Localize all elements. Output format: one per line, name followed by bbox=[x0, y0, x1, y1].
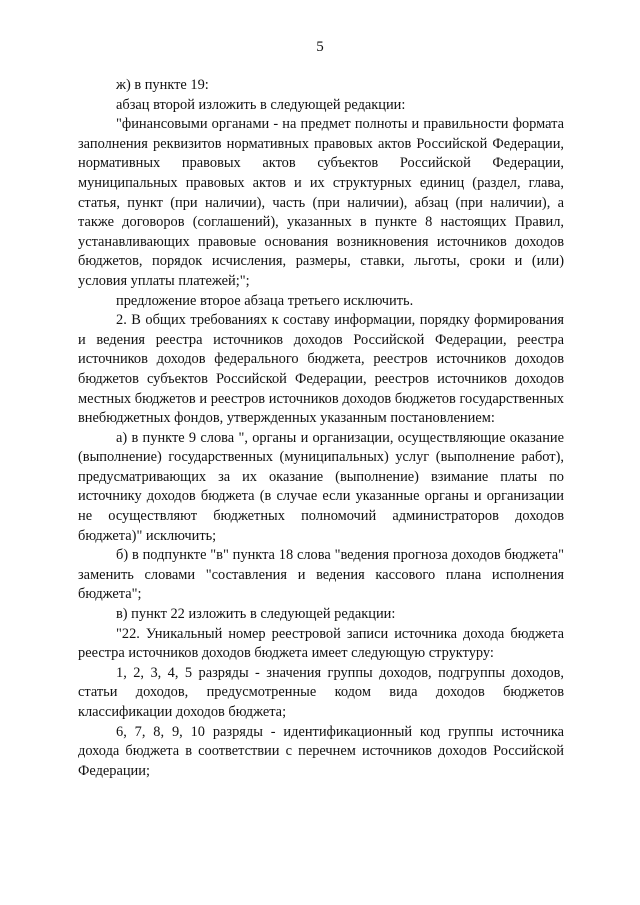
paragraph-item-a: а) в пункте 9 слова ", органы и организации, осуществляющие оказание (выполнение) государственных (муниципальных) услуг (выполнение работ), предусматривающих за их оказание (выполнение) взимание платы по источнику доходов бюджета (в случае если указанные органы и организации не осуществляют бюджетных полномочий администраторов доходов бюджета)" исключить; bbox=[78, 429, 564, 544]
paragraph-digits-6-10: 6, 7, 8, 9, 10 разряды - идентификационный код группы источника дохода бюджета в соответствии с перечнем источников доходов Российской Федерации; bbox=[78, 723, 564, 779]
paragraph-point-22: "22. Уникальный номер реестровой записи источника дохода бюджета реестра источников доходов бюджета имеет следующую структуру: bbox=[78, 625, 564, 662]
paragraph-item-v: в) пункт 22 изложить в следующей редакции: bbox=[116, 606, 396, 623]
paragraph-quoted-text: "финансовыми органами - на предмет полноты и правильности формата заполнения реквизитов нормативных правовых актов Российской Федерации, нормативных правовых актов субъектов Российской Федерации, муниципальных правовых актов и их структурных единиц (раздел, глава, статья, пункт (при наличии), часть (при наличии), абзац (при наличии), а также договоров (соглашений), указанных в пункте 8 настоящих Правил, устанавливающих правовые основания возникновения источников доходов бюджетов, порядок исчисления, размеры, ставки, льготы, сроки и (или) условия уплаты платежей;"; bbox=[78, 116, 564, 289]
document-body bbox=[78, 76, 564, 781]
paragraph-exclude-sentence: предложение второе абзаца третьего исключить. bbox=[116, 292, 414, 309]
paragraph-second-abzac: абзац второй изложить в следующей редакции: bbox=[116, 96, 406, 113]
paragraph-digits-1-5: 1, 2, 3, 4, 5 разряды - значения группы доходов, подгруппы доходов, статьи доходов, предусмотренные кодом вида доходов бюджетов классификации доходов бюджета; bbox=[78, 664, 564, 720]
paragraph-item-b: б) в подпункте "в" пункта 18 слова "ведения прогноза доходов бюджета" заменить словами "составления и ведения кассового плана исполнения бюджета"; bbox=[78, 547, 564, 603]
paragraph-item-zh: ж) в пункте 19: bbox=[116, 77, 209, 93]
page-number: 5 bbox=[316, 39, 324, 55]
paragraph-section-2: 2. В общих требованиях к составу информации, порядку формирования и ведения реестра источников доходов Российской Федерации, реестра источников доходов федерального бюджета, реестров источников доходов бюджетов субъектов Российской Федерации, реестров источников доходов местных бюджетов и реестров источников доходов бюджетов государственных внебюджетных фондов, утвержденных указанным постановлением: bbox=[78, 312, 564, 427]
